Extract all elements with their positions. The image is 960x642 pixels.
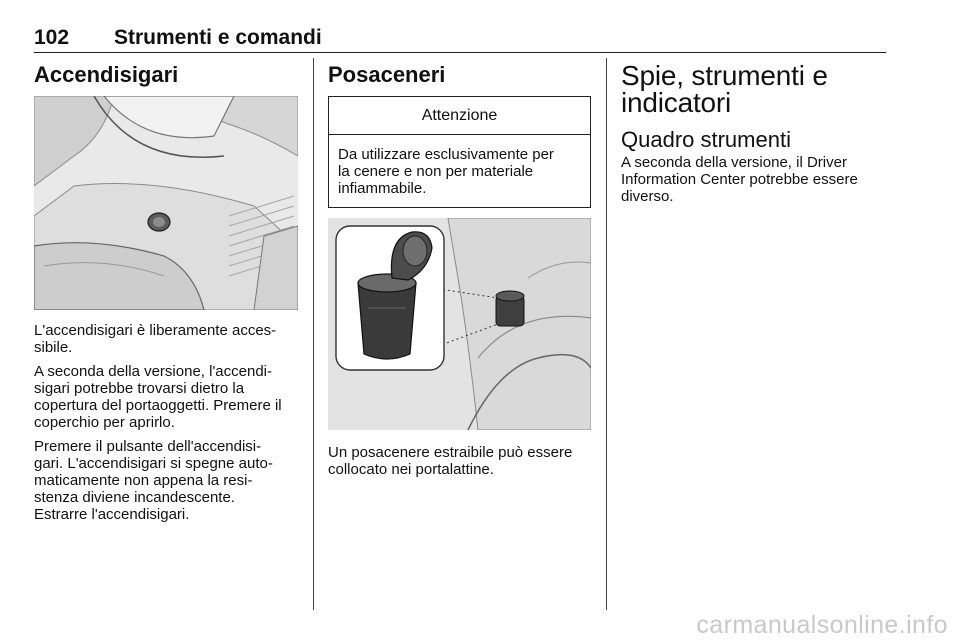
cigarette-lighter-illustration [34, 96, 298, 310]
ashtray-illustration [328, 218, 591, 430]
column-divider [313, 58, 314, 610]
paragraph: Un posacenere estraibile può essere collocato nei portalattine. [328, 444, 573, 478]
page-header [34, 22, 886, 53]
heading-accendisigari: Accendisigari [34, 62, 179, 87]
page-number: 102 [34, 26, 70, 49]
column-cigarette-lighter [34, 62, 300, 530]
paragraph: L'accendisigari è liberamente acces- sibile. [34, 322, 277, 356]
heading-posaceneri: Posaceneri [328, 62, 446, 87]
column-ashtray [328, 62, 593, 485]
watermark: carmanualsonline.info [696, 611, 948, 639]
warning-title: Attenzione [329, 97, 590, 135]
warning-text: Da utilizzare esclusivamente per la cenere e non per materiale infiammabile. [338, 146, 554, 197]
heading-spie-strumenti: Spie, strumenti e indicatori [621, 60, 828, 118]
paragraph: A seconda della versione, il Driver Information Center potrebbe essere diverso. [621, 154, 858, 205]
paragraph: Premere il pulsante dell'accendisi- gari. L'accendisigari si spegne auto- maticamente non appena la resi- stenza diviene incandescente. Estrarre l'accendisigari. [34, 438, 273, 523]
warning-box [328, 96, 591, 208]
column-divider [606, 58, 607, 610]
paragraph: A seconda della versione, l'accendi- sigari potrebbe trovarsi dietro la copertura del portaoggetti. Premere il coperchio per aprirlo. [34, 363, 282, 431]
section-title: Strumenti e comandi [114, 26, 322, 49]
column-instruments [621, 62, 889, 212]
subheading-quadro-strumenti: Quadro strumenti [621, 127, 791, 152]
